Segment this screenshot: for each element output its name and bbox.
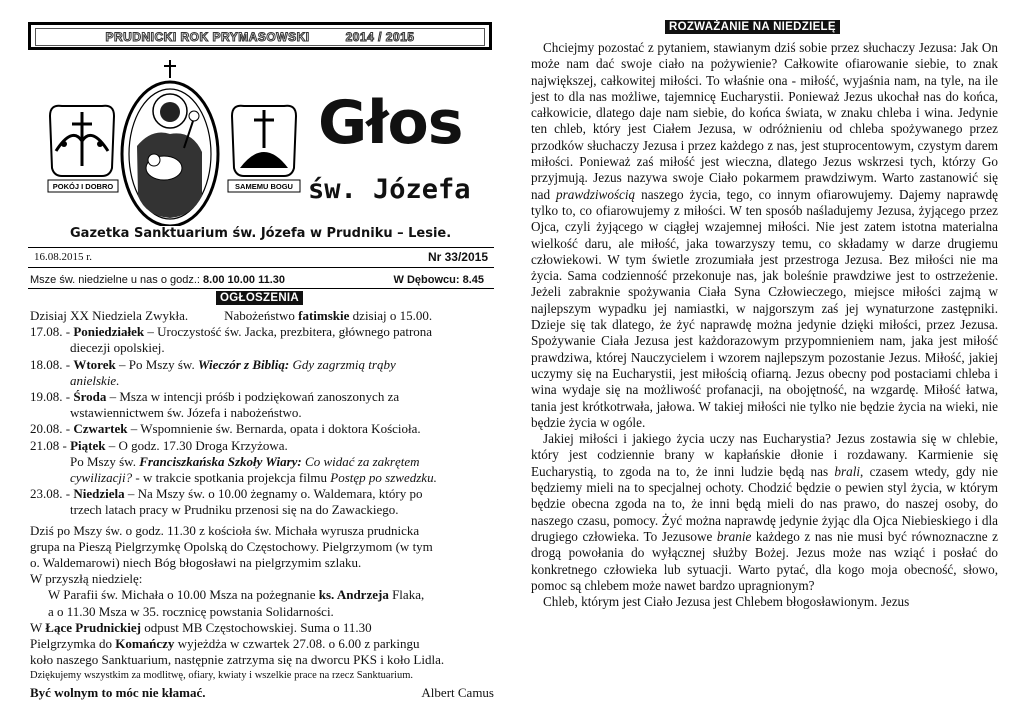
issue-number: Nr 33/2015 <box>427 250 488 264</box>
quote-author: Albert Camus <box>421 684 494 700</box>
reflection-paragraph: Chciejmy pozostać z pytaniem, stawianym dziś sobie przez słuchaczy Jezusa: Jak On może nam dać swoje ciało na pożywienie? Całkowite ofiarowanie siebie, to znak największej, całkowitej miłości. To właśnie ona - miłość, wyjaśnia nam, na tyle, na ile jest to dla nas możliwe, tajemnicę Eucharystii. Ponieważ Jezus ukochał nas do końca, całkowicie, dlatego daje nam siebie, do końca świata, w znaku chleba i wina. Jedynie ten chleb, który jest Ciałem Jezusa, w odróżnieniu od chleba spożywanego przez przodków słuchaczy Jezusa i przez każdego z nas, jest stuprocentowym, czystym darem miłości. Ponieważ zaś miłość jest wieczna, dlatego Jezus wskrzesi tych, którzy Go przyjmują. Jezus nazywa swoje Ciało pokarmem prawdziwym. Warto zastanowić się nad prawdziwością naszego życia, tego, co innym ofiarowujemy. Dajemy naprawdę tylko to, co ofiarowujemy z miłości. W ten sposób naśladujemy Jezusa, żyjącego przez Ojca, czyli żyjącego w ciągłej wzajemnej miłości. Nie jest zatem istotna materialna wielkość daru, ale miłość, jaka towarzyszy temu, co składamy w darze drugiemu człowiekowi. W tym świetle zrozumiała jest przestroga Jezusa. Bez miłości nie ma życia. Sama codzienność przekonuje nas, jak boleśnie prawdziwe jest to ostrzeżenie. Jeżeli zabraknie spożywania Ciała Syna Człowieczego, miejsce miłości zajmą w najlepszym wypadku jej namiastki, w najgorszym zaś jej wynaturzone zastępniki. Dzieje się tak dlatego, że żyć naprawdę można jedynie dzięki miłości, przez Jezusa. Spożywanie Ciała Jezusa jest każdorazowym przypomnieniem nam, jaka jest miłość prawdziwa, której Nauczycielem i wzorem najlepszym pozostanie Jezus. Miłość, jakiej uczymy się na Eucharystii, jest miłością ofiarną. Jezus obecny pod postaciami chleba i wina wydaje się na możliwość profanacji, na obojętność, na wzgardę. Miłość łatwa, tania jest krótkotrwała, jałowa. W takiej miłości nie tylko nie będzie życia na wieki, nie będzie życia w ogóle. <box>531 40 999 430</box>
pilgrimage-line: grupa na Pieszą Pielgrzymkę Opolską do Częstochowy. Pielgrzymom (w tym <box>30 538 433 554</box>
carmelite-emblem-icon <box>228 106 300 192</box>
announcement-item: 21.08 - Piątek – O godz. 17.30 Droga Krzyżowa. <box>30 437 288 453</box>
announcement-intro: Dzisiaj XX Niedziela Zwykła. Nabożeństwo fatimskie dzisiaj o 15.00. <box>30 308 433 323</box>
svg-text:SAMEMU BOGU: SAMEMU BOGU <box>235 182 293 191</box>
mass-times: Msze św. niedzielne u nas o godz.: 8.00 10.00 11.30 <box>30 274 286 286</box>
announcement-item-cont: trzech latach pracy w Prudniku przenosi się na do Zawackiego. <box>70 502 399 518</box>
announcement-item: 19.08. - Środa – Msza w intencji próśb i podziękowań zanoszonych za <box>30 389 400 405</box>
komancza-line: Pielgrzymka do Komańczy wyjeżdża w czwartek 27.08. o 6.00 z parkingu <box>30 636 420 652</box>
announcement-item-cont: diecezji opolskiej. <box>70 340 165 356</box>
announcement-item: 20.08. - Czwartek – Wspomnienie św. Bernarda, opata i doktora Kościoła. <box>30 421 421 437</box>
debowiec-mass: W Dębowcu: 8.45 <box>393 274 484 286</box>
divider <box>28 288 494 289</box>
franciscan-emblem-icon <box>48 106 118 192</box>
newsletter-subtitle: Gazetka Sanktuarium św. Józefa w Prudniku – Lesie. <box>70 226 452 241</box>
announcements-heading: OGŁOSZENIA <box>216 291 303 305</box>
sanctuary-logo <box>42 56 312 226</box>
announcements-list <box>30 308 494 701</box>
issue-date: 16.08.2015 r. <box>34 251 93 263</box>
announcement-item-cont: wstawiennictwem św. Józefa i nabożeństwo. <box>70 405 302 421</box>
divider <box>28 267 494 268</box>
saint-joseph-oval-icon <box>122 60 218 226</box>
divider <box>28 247 494 248</box>
reflection-heading: ROZWAŻANIE NA NIEDZIELĘ <box>665 20 840 34</box>
announcement-item: 23.08. - Niedziela – Na Mszy św. o 10.00 żegnamy o. Waldemara, który po <box>30 486 423 502</box>
newsletter-title-sub: św. Józefa <box>308 174 471 205</box>
svg-text:POKÓJ I DOBRO: POKÓJ I DOBRO <box>52 182 114 191</box>
reflection-text <box>531 40 998 610</box>
quote-text: Być wolnym to móc nie kłamać. <box>30 684 206 700</box>
reflection-paragraph: Jakiej miłości i jakiego życia uczy nas Eucharystia? Jezus zostawia się w chlebie, który jest codziennie brany w kapłańskie dłonie i rozdawany. Karmienie się Eucharystią, to zgoda na to, że inni ludzie będą nas brali, czasem wtedy, gdy nie będziemy mieli na to specjalnej ochoty. Chodzić będzie o pewien styl życia, w którym będzie obecna zgoda na to, że inni będą mieli do nas prawo, do naszej osoby, do naszego czasu, pomocy. Żyć można naprawdę jedynie żyjąc dla Ojca Niebieskiego i dla drugiego człowieka. To Jezusowe branie każdego z nas nie musi być równoznaczne z drogą powołania do wyłącznej służby Bożej. Jezus może nas wziąć i posłać do konkretnego człowieka lub sytuacji. Warto pytać, dla kogo moja obecność, słowo, pomoc są chlebem może nawet bardzo upragnionym? <box>531 431 999 593</box>
pilgrimage-line: Dziś po Mszy św. o godz. 11.30 z kościoła św. Michała wyrusza prudnicka <box>30 522 420 538</box>
thanks-line: Dziękujemy wszystkim za modlitwę, ofiary, kwiaty i wszelkie prace na rzecz Sanktuarium. <box>30 670 414 682</box>
right-column <box>531 20 998 720</box>
komancza-line: koło naszego Sanktuarium, następnie zatrzyma się na dworcu PKS i koło Lidla. <box>30 652 445 668</box>
next-sunday-line: W Parafii św. Michała o 10.00 Msza na pożegnanie ks. Andrzeja Flaka, <box>48 587 425 603</box>
closing-quote <box>30 685 494 701</box>
announcement-item: 18.08. - Wtorek – Po Mszy św. Wieczór z Biblią: Gdy zagrzmią trąby <box>30 356 396 372</box>
announcement-item-cont: anielskie. <box>70 372 120 388</box>
announcement-friday-line: Po Mszy św. Franciszkańska Szkoły Wiary: Co widać za zakrętem <box>70 453 420 469</box>
next-sunday-line: a o 11.30 Msza w 35. rocznicę powstania Solidarności. <box>48 603 334 619</box>
next-sunday-heading: W przyszłą niedzielę: <box>30 571 143 587</box>
announcement-item: 17.08. - Poniedziałek – Uroczystość św. Jacka, prezbitera, głównego patrona <box>30 324 433 340</box>
left-column <box>28 18 494 718</box>
year-banner <box>28 22 492 50</box>
announcement-friday-line: cywilizacji? - w trakcie spotkania projekcja filmu Postęp po szwedzku. <box>70 470 437 486</box>
year-banner-inner <box>35 28 485 46</box>
laka-line: W Łące Prudnickiej odpust MB Częstochowskiej. Suma o 11.30 <box>30 619 372 635</box>
pilgrimage-line: o. Waldemarowi) niech Bóg błogosławi na pielgrzymim szlaku. <box>30 555 362 571</box>
reflection-paragraph: Chleb, którym jest Ciało Jezusa jest Chlebem błogosławionym. Jezus <box>543 594 910 610</box>
banner-right-text: 2014 / 2015 <box>345 30 415 44</box>
banner-left-text: PRUDNICKI ROK PRYMASOWSKI <box>105 30 310 44</box>
newsletter-title: Głos <box>318 88 463 158</box>
